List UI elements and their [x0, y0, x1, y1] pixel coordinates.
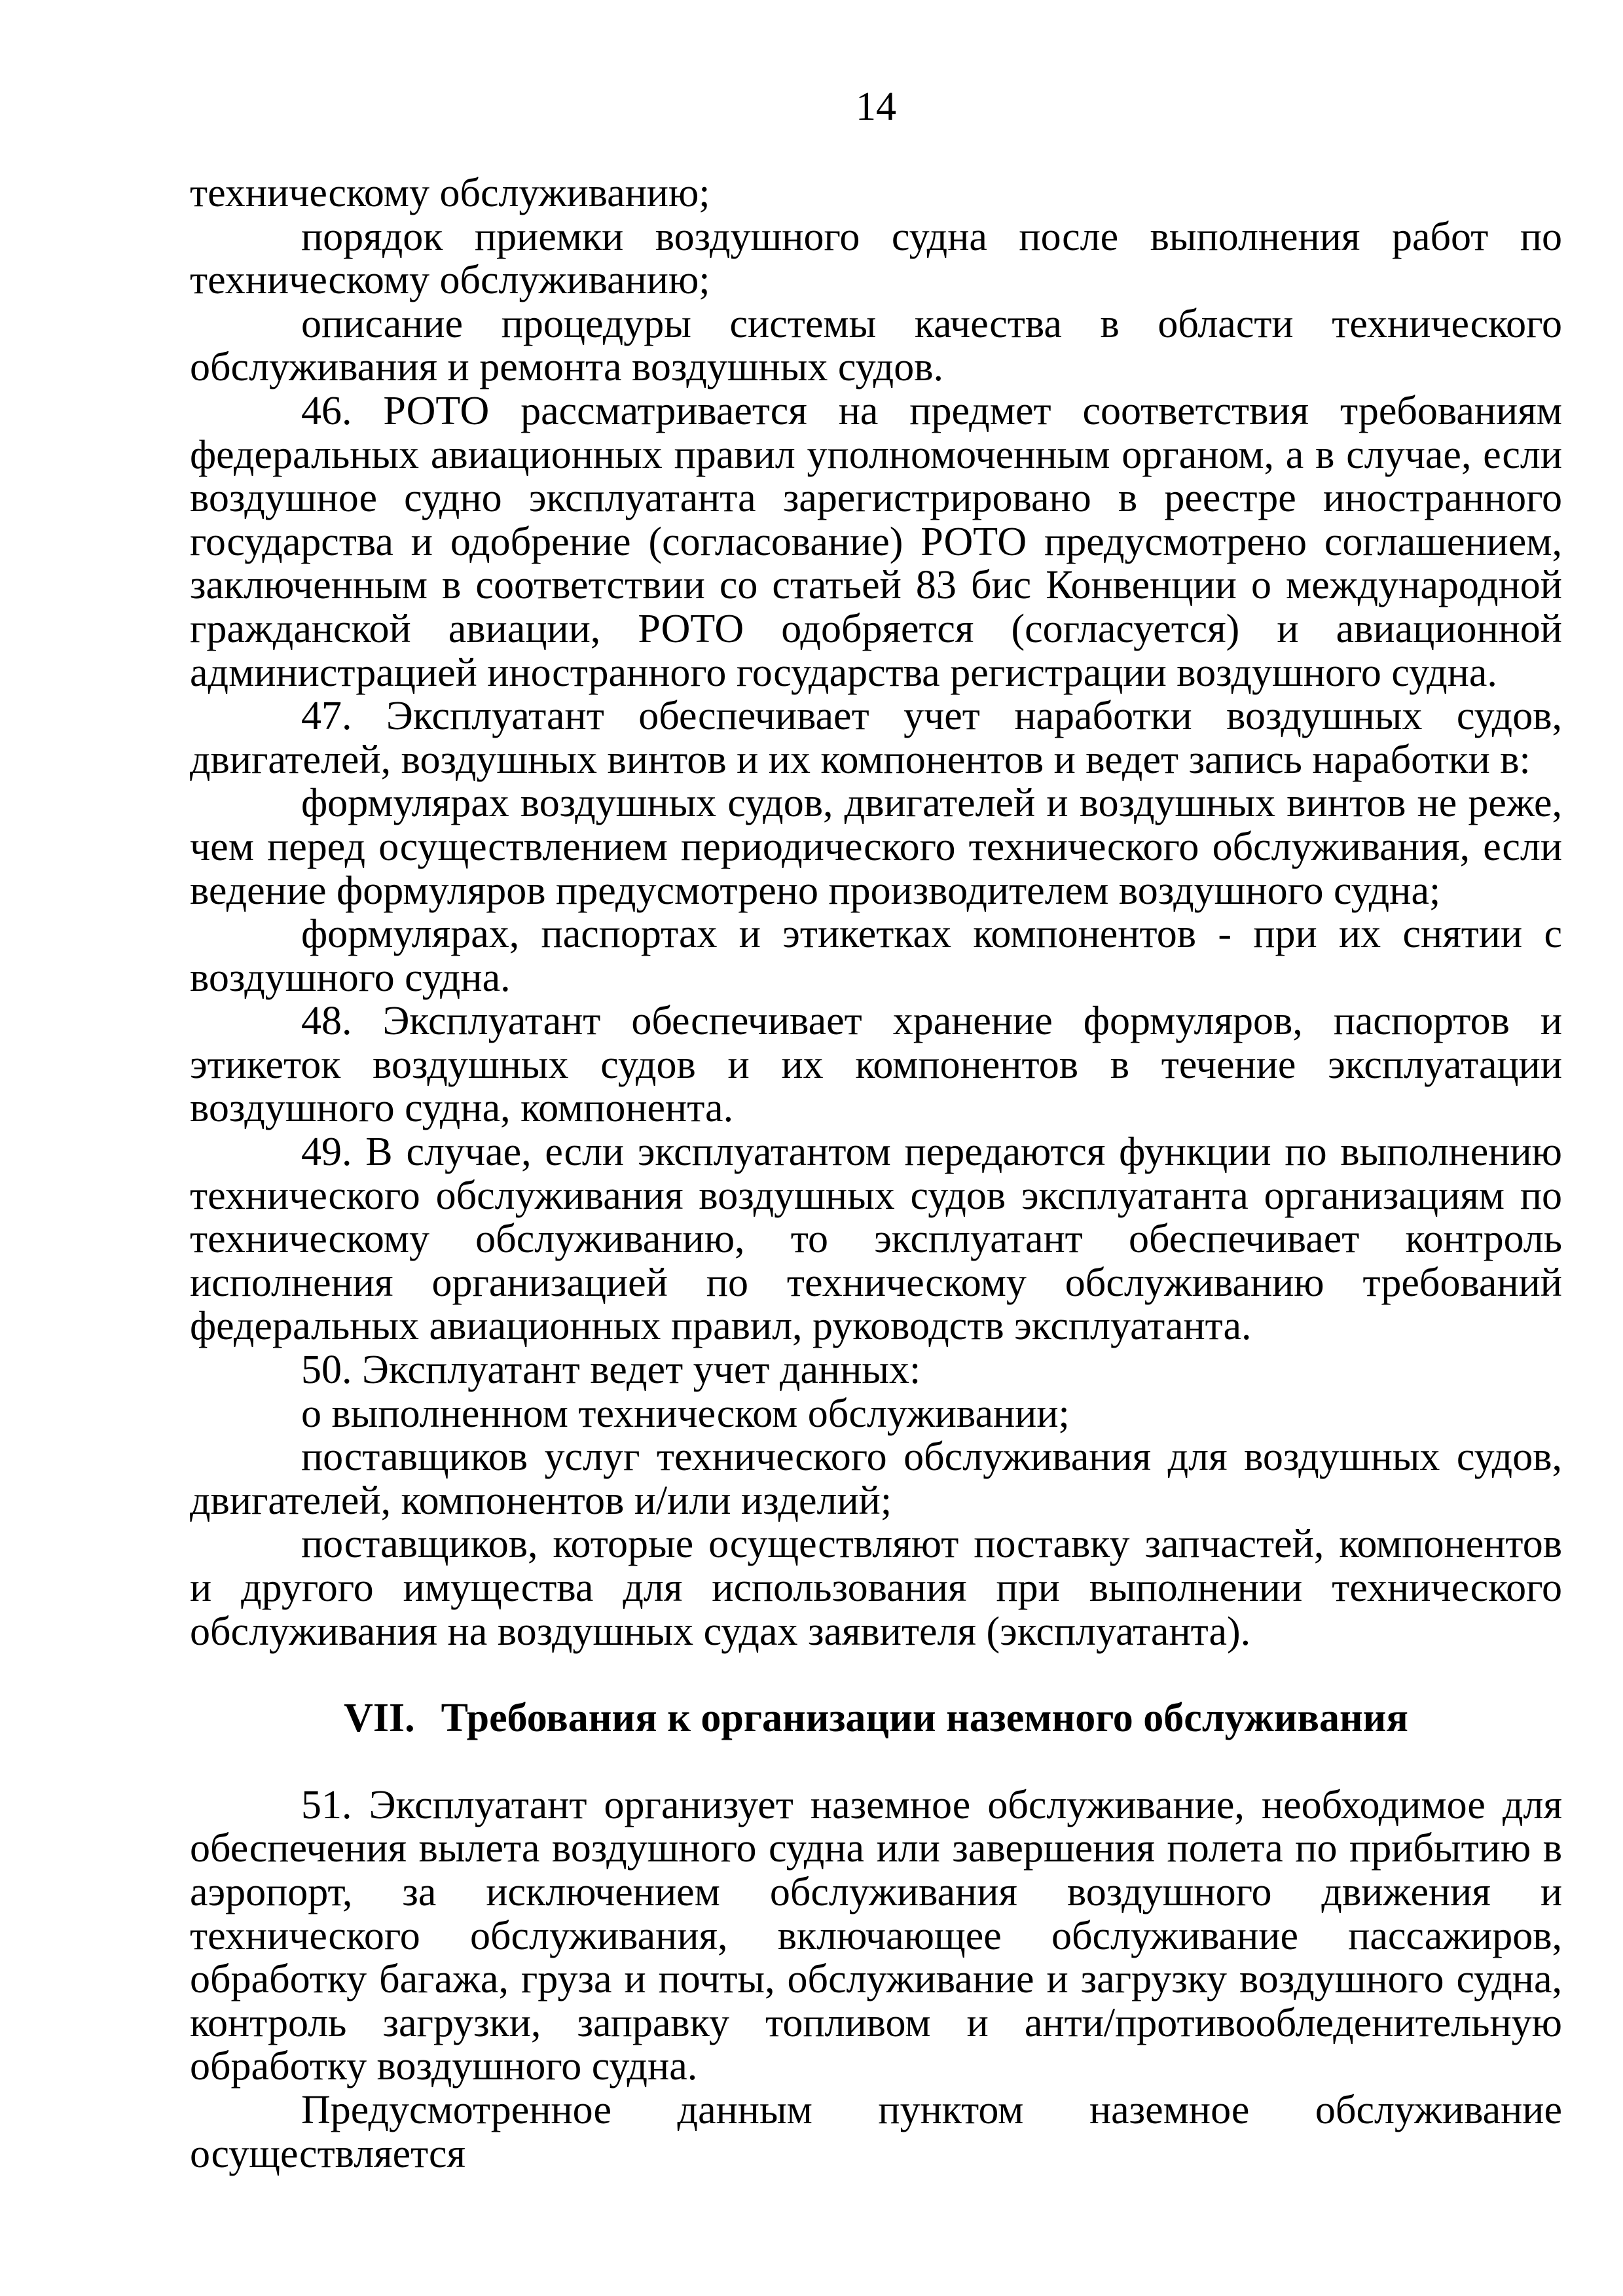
paragraphs-bottom: [190, 1784, 1562, 2176]
document-page: [190, 85, 1562, 2176]
paragraphs-top: [190, 171, 1562, 1653]
paragraph: Предусмотренное данным пунктом наземное обслуживание осуществляется: [190, 2087, 1562, 2176]
paragraph: о выполненном техническом обслуживании;: [301, 1391, 1070, 1436]
paragraph: техническому обслуживанию;: [190, 171, 710, 215]
paragraph: поставщиков, которые осуществляют поставку запчастей, компонентов и другого имущества для использования при выполнении технического обслуживания на воздушных судах заявителя (эксплуатанта).: [190, 1522, 1562, 1654]
page-number: 14: [856, 84, 896, 129]
paragraph-49: 49. В случае, если эксплуатантом передаются функции по выполнению технического обслуживания воздушных судов эксплуатанта организациям по техническому обслуживанию, то эксплуатант обеспечивает контроль исполнения организацией по техническому обслуживанию требований федеральных авиационных правил, руководств эксплуатанта.: [190, 1130, 1562, 1349]
paragraph-46: 46. РОТО рассматривается на предмет соответствия требованиям федеральных авиационных правил уполномоченным органом, а в случае, если воздушное судно эксплуатанта зарегистрировано в реестре иностранного государства и одобрение (согласование) РОТО предусмотрено соглашением, заключенным в соответствии со статьей 83 бис Конвенции о международной гражданской авиации, РОТО одобряется (согласуется) и авиационной администрацией иностранного государства регистрации воздушного судна.: [190, 388, 1562, 695]
section-number: VII.: [344, 1696, 415, 1741]
paragraph-50: 50. Эксплуатант ведет учет данных:: [301, 1348, 921, 1393]
paragraph: порядок приемки воздушного судна после выполнения работ по техническому обслуживанию;: [190, 214, 1562, 303]
paragraph: формулярах воздушных судов, двигателей и воздушных винтов не реже, чем перед осуществлением периодического технического обслуживания, если ведение формуляров предусмотрено производителем воздушного судна;: [190, 781, 1562, 913]
paragraph-51: 51. Эксплуатант организует наземное обслуживание, необходимое для обеспечения вылета воздушного судна или завершения полета по прибытию в аэропорт, за исключением обслуживания воздушного движения и технического обслуживания, включающее обслуживание пассажиров, обработку багажа, груза и почты, обслуживание и загрузку воздушного судна, контроль загрузки, заправку топливом и анти/противообледенительную обработку воздушного судна.: [190, 1782, 1562, 2089]
paragraph-48: 48. Эксплуатант обеспечивает хранение формуляров, паспортов и этикеток воздушных судов и их компонентов в течение эксплуатации воздушного судна, компонента.: [190, 999, 1562, 1131]
paragraph: описание процедуры системы качества в области технического обслуживания и ремонта воздушных судов.: [190, 301, 1562, 390]
paragraph: формулярах, паспортах и этикетках компонентов - при их снятии с воздушного судна.: [190, 912, 1562, 1000]
section-title: Требования к организации наземного обслуживания: [441, 1696, 1408, 1741]
paragraph: поставщиков услуг технического обслуживания для воздушных судов, двигателей, компонентов и/или изделий;: [190, 1435, 1562, 1523]
section-heading: [190, 1696, 1562, 1740]
paragraph-47: 47. Эксплуатант обеспечивает учет наработки воздушных судов, двигателей, воздушных винтов и их компонентов и ведет запись наработки в:: [190, 694, 1562, 782]
